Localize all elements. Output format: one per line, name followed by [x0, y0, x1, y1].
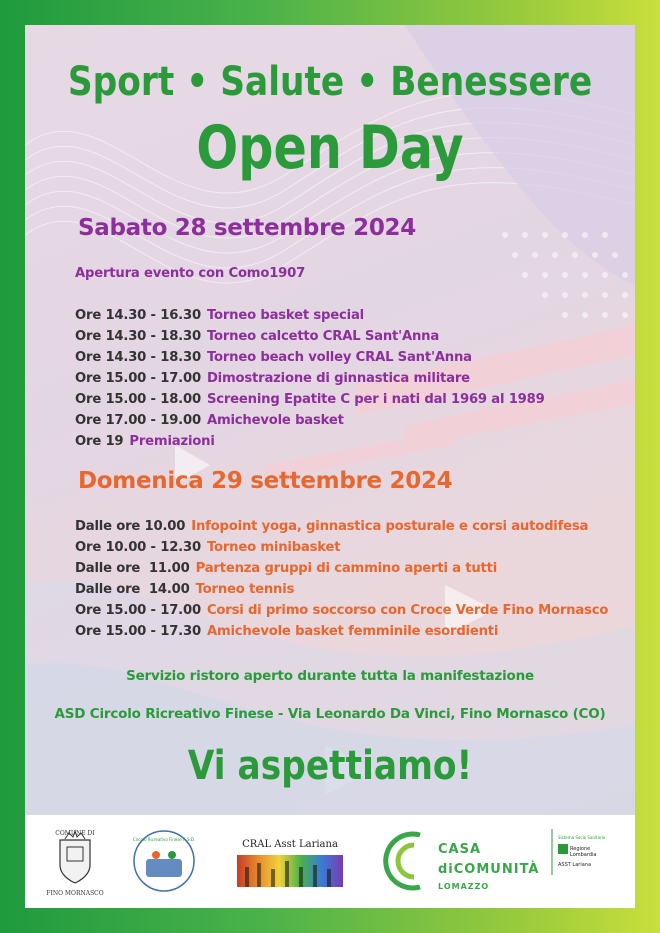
closing-message: Vi aspettiamo!	[187, 743, 473, 789]
service-note: Servizio ristoro aperto durante tutta la manifestazione	[126, 668, 534, 684]
schedule-time: Dalle ore 10.00	[75, 519, 186, 534]
schedule-time: Ore 14.30 - 18.30	[75, 329, 201, 344]
schedule-time: Dalle ore 11.00	[75, 561, 190, 576]
regione-logo-name2: Lombardia	[570, 852, 597, 858]
schedule-activity: Torneo basket special	[206, 308, 364, 323]
schedule-activity: Dimostrazione di ginnastica militare	[206, 371, 470, 386]
schedule-time: Ore 17.00 - 19.00	[75, 413, 201, 428]
schedule-row	[75, 540, 340, 555]
schedule-time: Ore 14.30 - 18.30	[75, 350, 201, 365]
schedule-time: Ore 15.00 - 17.30	[75, 624, 201, 639]
schedule-activity: Corsi di primo soccorso con Croce Verde Fino Mornasco	[206, 603, 609, 618]
schedule-time: Ore 19	[75, 434, 124, 449]
schedule-activity: Torneo calcetto CRAL Sant'Anna	[206, 329, 440, 344]
schedule-time: Ore 15.00 - 17.00	[75, 371, 201, 386]
comune-logo-bottom-text: FINO MORNASCO	[46, 890, 104, 897]
schedule-row	[75, 308, 364, 323]
schedule-row	[75, 582, 294, 597]
schedule-row	[75, 413, 344, 428]
casa-logo-line2: diCOMUNITÀ	[438, 862, 540, 877]
schedule-row	[75, 434, 215, 449]
schedule-row	[75, 392, 545, 407]
schedule-activity: Partenza gruppi di cammino aperti a tutti	[195, 561, 498, 576]
schedule-activity: Premiazioni	[129, 434, 215, 449]
saturday-intro	[75, 266, 305, 281]
circolo-logo	[132, 815, 196, 908]
comune-logo-top-text: COMUNE DI	[55, 830, 95, 837]
schedule-row	[75, 329, 439, 344]
title-slogan: Sport • Salute • Benessere	[67, 59, 593, 105]
schedule-activity: Infopoint yoga, ginnastica posturale e corsi autodifesa	[191, 519, 589, 534]
comune-logo	[45, 815, 105, 908]
schedule-row	[75, 519, 588, 534]
organizer-address: ASD Circolo Ricreativo Finese - Via Leonardo Da Vinci, Fino Mornasco (CO)	[54, 706, 606, 722]
schedule-time: Dalle ore 14.00	[75, 582, 190, 597]
regione-logo-name1: Regione	[570, 846, 591, 852]
poster	[25, 25, 635, 815]
schedule-activity: Torneo tennis	[195, 582, 295, 597]
title-open-day: Open Day	[196, 113, 464, 183]
schedule-activity: Torneo minibasket	[206, 540, 341, 555]
schedule-activity: Amichevole basket femminile esordienti	[206, 624, 499, 639]
casa-logo-line1: CASA	[438, 842, 482, 857]
sponsor-logos-bar	[25, 815, 635, 908]
regione-logo-top: Sistema Socio Sanitario	[558, 835, 606, 840]
schedule-row	[75, 561, 497, 576]
casa-logo-line3: LOMAZZO	[438, 882, 490, 891]
casa-comunita-logo	[370, 815, 540, 908]
schedule-activity: Screening Epatite C per i nati dal 1969 al 1989	[206, 392, 545, 407]
schedule-time: Ore 15.00 - 18.00	[75, 392, 201, 407]
cral-logo-text: CRAL Asst Lariana	[242, 839, 338, 850]
saturday-heading: Sabato 28 settembre 2024	[78, 215, 416, 241]
regione-lombardia-logo	[550, 815, 630, 908]
schedule-row	[75, 624, 498, 639]
schedule-row	[75, 350, 472, 365]
schedule-activity: Torneo beach volley CRAL Sant'Anna	[206, 350, 472, 365]
cral-logo	[235, 815, 345, 908]
schedule-time: Ore 14.30 - 16.30	[75, 308, 201, 323]
sunday-heading: Domenica 29 settembre 2024	[78, 468, 453, 494]
schedule-activity: Amichevole basket	[206, 413, 344, 428]
intro-text: Apertura evento con Como1907	[75, 266, 306, 281]
regione-logo-asst: ASST Lariana	[558, 862, 592, 868]
schedule-time: Ore 15.00 - 17.00	[75, 603, 201, 618]
schedule-row	[75, 603, 608, 618]
schedule-row	[75, 371, 470, 386]
circolo-logo-text: Circolo Ricreativo Finese A.S.D.	[132, 837, 196, 842]
schedule-time: Ore 10.00 - 12.30	[75, 540, 201, 555]
